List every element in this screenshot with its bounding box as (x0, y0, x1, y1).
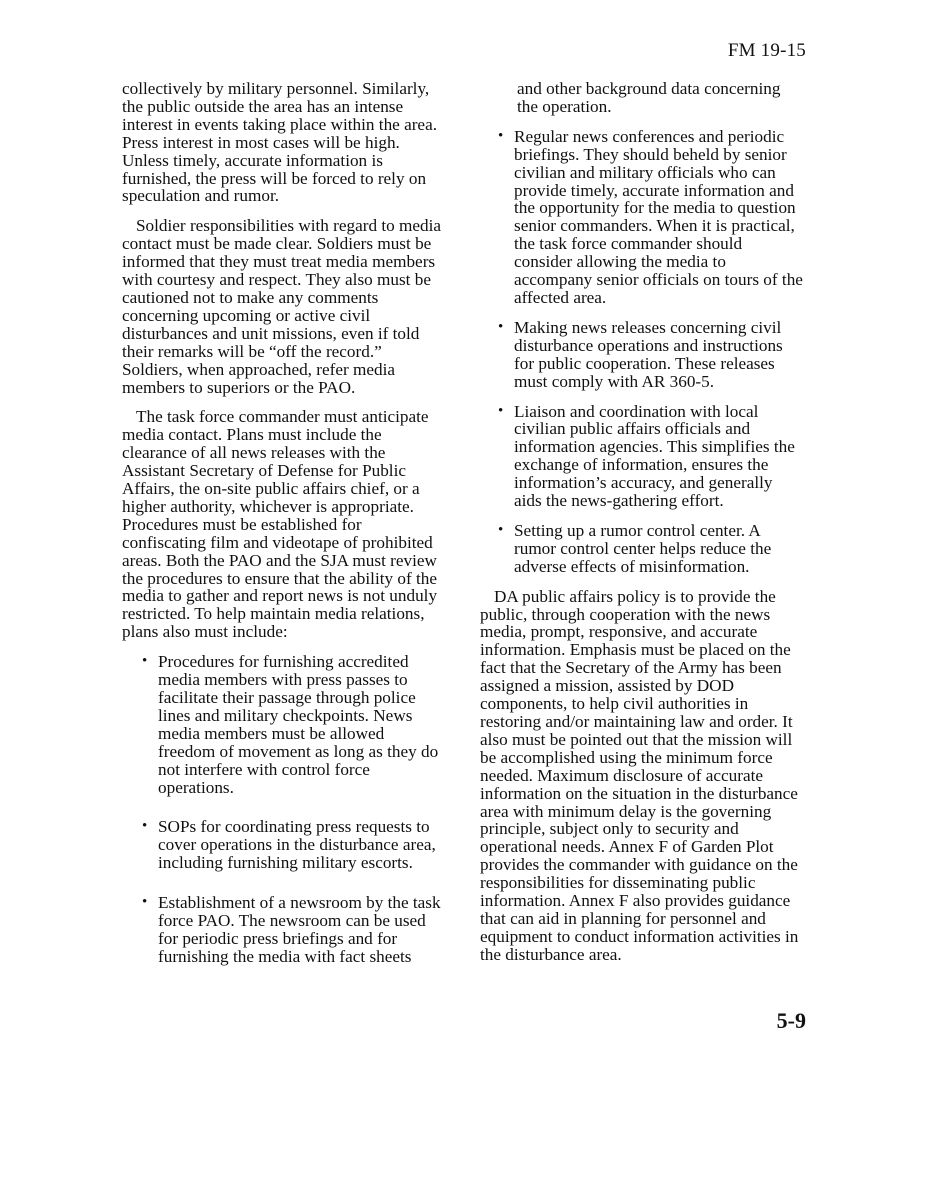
bullet-icon: • (498, 402, 504, 419)
list-item-text: Setting up a rumor control center. A rumor control center helps reduce the adverse effects of misinformation. (514, 520, 772, 576)
list-item-text: Regular news conferences and periodic briefings. They should beheld by senior civilian and military officials who can provide timely, accurate information and the opportunity for the media to question senior commanders. When it is practical, the task force commander should consider allowing the media to accompany senior officials on tours of the affected area. (514, 126, 803, 307)
paragraph-continuation: collectively by military personnel. Similarly, the public outside the area has an intense interest in events taking place within the area. Press interest in most cases will be high. Unless timely, accurate information is furnished, the press will be forced to rely on speculation and rumor. (122, 79, 437, 206)
list-item-text: Liaison and coordination with local civilian public affairs officials and information agencies. This simplifies the exchange of information, ensures the information’s accuracy, and generally aids the news-gathering effort. (514, 401, 795, 511)
plans-bullet-list (142, 653, 444, 966)
paragraph-soldier-responsibilities: Soldier responsibilities with regard to media contact must be made clear. Soldiers must be informed that they must treat media members with courtesy and respect. They also must be cautioned not to make any comments concerning upcoming or active civil disturbances and unit missions, even if told their remarks will be “off the record.” Soldiers, when approached, refer media members to superiors or the PAO. (122, 216, 442, 397)
paragraph-task-force-commander: The task force commander must anticipate media contact. Plans must include the clearance of all news releases with the Assistant Secretary of Defense for Public Affairs, the on-site public affairs chief, or a higher authority, whichever is appropriate. Procedures must be established for confiscating film and videotape of prohibited areas. Both the PAO and the SJA must review the procedures to ensure that the ability of the media to gather and report news is not unduly restricted. To help maintain media relations, plans also must include: (122, 407, 438, 642)
bullet-icon: • (498, 521, 504, 538)
list-item-text: Establishment of a newsroom by the task force PAO. The newsroom can be used for periodic press briefings and for furnishing the media with fact sheets (158, 893, 441, 966)
list-item (498, 319, 804, 391)
bullet-icon: • (498, 127, 504, 144)
bullet-icon: • (142, 653, 148, 670)
list-item-continuation: and other background data concerning the operation. (517, 79, 781, 116)
list-item-text: Making news releases concerning civil disturbance operations and instructions for public cooperation. These releases must comply with AR 360-5. (514, 317, 783, 391)
bullet-icon: • (498, 318, 504, 335)
list-item (498, 128, 804, 307)
list-item-text: SOPs for coordinating press requests to cover operations in the disturbance area, including furnishing military escorts. (158, 817, 436, 873)
page-number: 5-9 (776, 1008, 806, 1033)
list-item (142, 894, 444, 966)
document-id-header: FM 19-15 (727, 40, 806, 61)
paragraph-da-public-affairs-policy: DA public affairs policy is to provide the public, through cooperation with the news media, prompt, responsive, and accurate information. Emphasis must be placed on the fact that the Secretary of the Army has been assigned a mission, assisted by DOD components, to help civil authorities in restoring and/or maintaining law and order. It also must be pointed out that the mission will be accomplished using the minimum force needed. Maximum disclosure of accurate information on the situation in the disturbance area with minimum delay is the governing principle, subject only to security and operational needs. Annex F of Garden Plot provides the commander with guidance on the responsibilities for disseminating public information. Annex F also provides guidance that can aid in planning for personnel and equipment to conduct information activities in the disturbance area. (480, 586, 799, 964)
bullet-icon: • (142, 818, 148, 835)
list-item-text: Procedures for furnishing accredited media members with press passes to facilitate their passage through police lines and military checkpoints. News media members must be allowed freedom of movement as long as they do not interfere with control force operations. (158, 652, 439, 797)
list-item (142, 653, 444, 796)
plans-bullet-list-continued (480, 128, 804, 576)
bullet-icon: • (142, 894, 148, 911)
list-item (142, 818, 444, 872)
right-column (480, 80, 804, 976)
list-item (498, 522, 804, 576)
left-column (122, 80, 444, 988)
list-item (498, 403, 804, 510)
